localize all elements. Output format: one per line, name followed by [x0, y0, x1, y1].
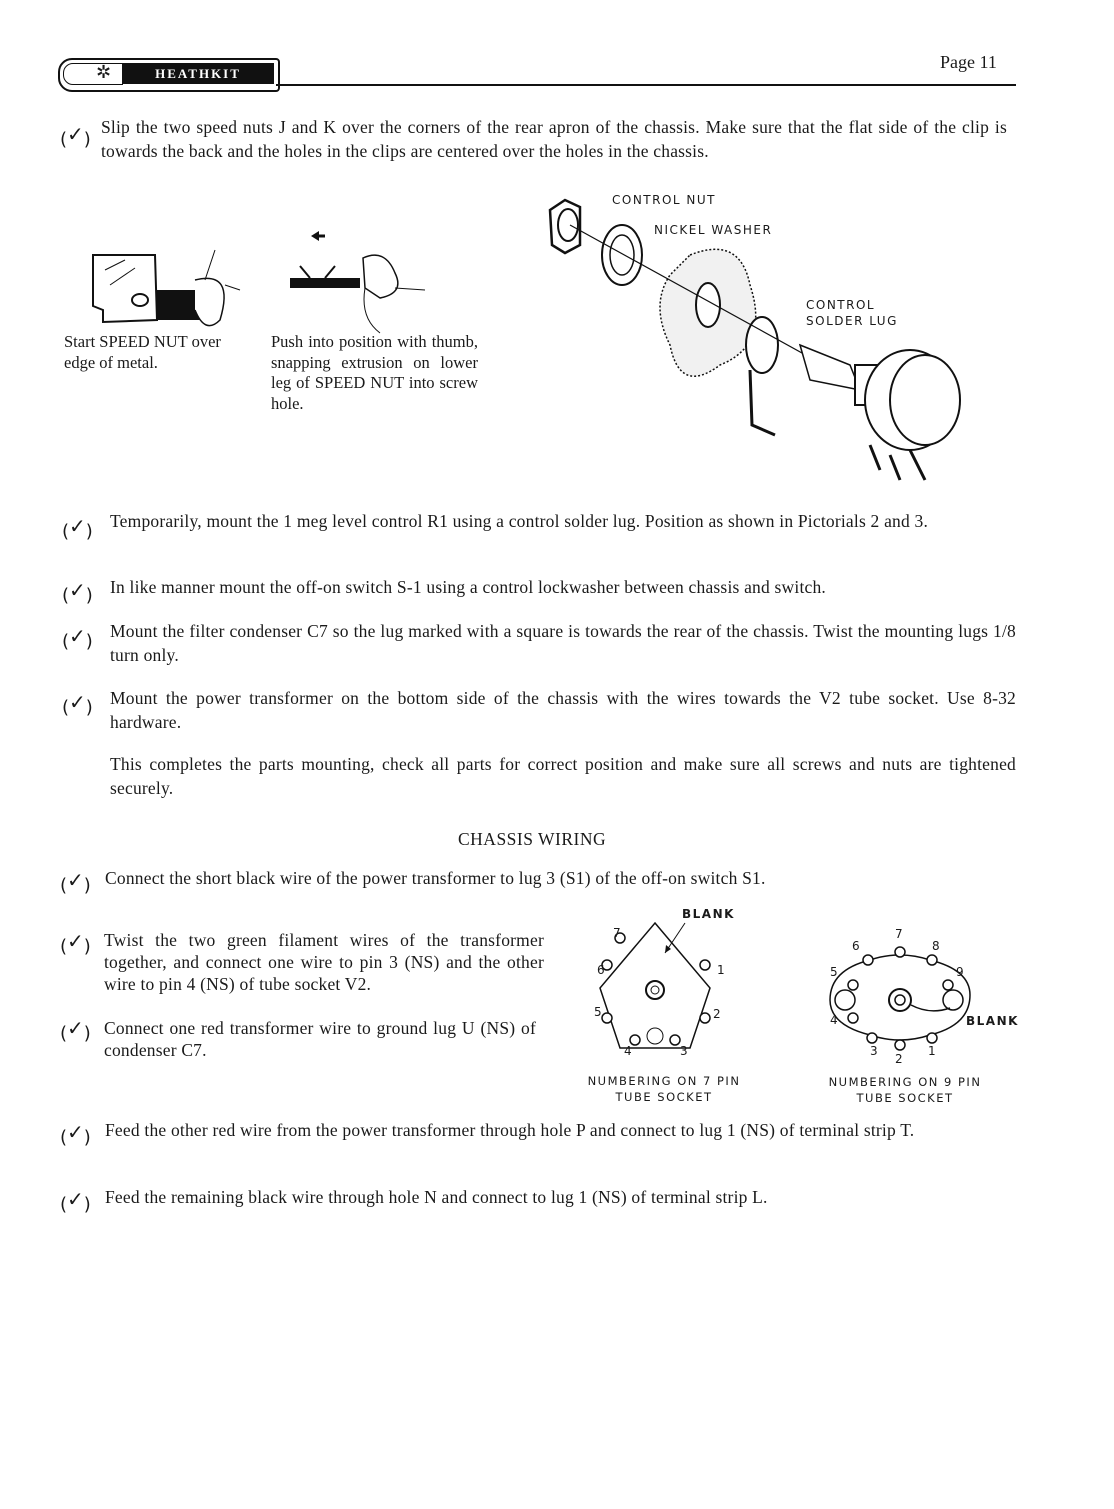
checkbox-wiring-2[interactable]: (✓)	[60, 929, 91, 957]
label-control-solder-lug	[806, 297, 898, 329]
page-number: Page 11	[940, 52, 997, 72]
nine-pin-2: 2	[895, 1052, 905, 1066]
seven-pin-socket-diagram	[580, 918, 730, 1058]
wiring-step-4-text: Feed the other red wire from the power transformer through hole P and connect to lug 1 (NS) of terminal strip T.	[105, 1120, 915, 1140]
label-nickel-washer: NICKEL WASHER	[654, 223, 773, 237]
label-lug-line-2: SOLDER LUG	[806, 314, 898, 328]
logo-text: HEATHKIT	[122, 63, 274, 84]
nine-pin-4: 4	[830, 1013, 840, 1027]
speed-nut-caption-start: Start SPEED NUT over edge of metal.	[64, 332, 221, 372]
seven-pin-1: 1	[717, 963, 727, 977]
nine-pin-socket-diagram	[820, 940, 980, 1050]
wiring-step-1-text: Connect the short black wire of the power transformer to lug 3 (S1) of the off-on switch S1.	[105, 868, 766, 888]
section-heading: CHASSIS WIRING	[458, 829, 607, 849]
seven-pin-caption-line-1: NUMBERING ON 7 PIN	[587, 1074, 741, 1088]
nine-pin-caption-line-1: NUMBERING ON 9 PIN	[828, 1075, 982, 1089]
nine-pin-9: 9	[956, 965, 966, 979]
nine-pin-5: 5	[830, 965, 840, 979]
speed-nut-caption-push: Push into position with thumb, snapping extrusion on lower leg of SPEED NUT into screw hole.	[271, 332, 478, 413]
checkbox-wiring-5[interactable]: (✓)	[60, 1187, 91, 1215]
step-4-text: Mount the filter condenser C7 so the lug marked with a square is towards the rear of the chassis. Twist the mounting lugs 1/8 turn only.	[110, 621, 1016, 665]
seven-pin-2: 2	[713, 1007, 723, 1021]
checkbox-step-4[interactable]: (✓)	[62, 624, 93, 652]
seven-pin-caption-line-2: TUBE SOCKET	[615, 1090, 713, 1104]
step-1-text: Slip the two speed nuts J and K over the corners of the rear apron of the chassis. Make sure that the flat side of the clip is towards the back and the holes in the clips are centered over the holes in the chassis.	[101, 117, 1007, 161]
heathkit-logo	[58, 58, 280, 92]
nine-pin-8: 8	[932, 939, 942, 953]
seven-pin-7: 7	[613, 926, 623, 940]
nine-pin-7: 7	[895, 927, 905, 941]
checkbox-wiring-4[interactable]: (✓)	[60, 1120, 91, 1148]
wiring-step-5-text: Feed the remaining black wire through hole N and connect to lug 1 (NS) of terminal strip L.	[105, 1187, 768, 1207]
checkbox-step-2[interactable]: (✓)	[62, 514, 93, 542]
seven-pin-5: 5	[594, 1005, 604, 1019]
checkbox-step-1[interactable]: (✓)	[60, 122, 91, 150]
wiring-step-3-text: Connect one red transformer wire to ground lug U (NS) of condenser C7.	[104, 1018, 536, 1060]
completion-note: This completes the parts mounting, check all parts for correct position and make sure all screws and nuts are tightened securely.	[110, 754, 1016, 798]
nine-pin-blank-label: BLANK	[966, 1014, 1019, 1028]
checkbox-step-3[interactable]: (✓)	[62, 578, 93, 606]
seven-pin-blank-label: BLANK	[682, 907, 735, 921]
step-2-text: Temporarily, mount the 1 meg level control R1 using a control solder lug. Position as shown in Pictorials 2 and 3.	[110, 511, 929, 531]
seven-pin-6: 6	[597, 963, 607, 977]
checkbox-wiring-1[interactable]: (✓)	[60, 868, 91, 896]
nine-pin-6: 6	[852, 939, 862, 953]
label-control-nut: CONTROL NUT	[612, 193, 717, 207]
atom-icon: ✲	[96, 62, 112, 82]
control-mounting-illustration	[540, 195, 980, 495]
nine-pin-3: 3	[870, 1044, 880, 1058]
speed-nut-start-illustration	[85, 250, 245, 340]
checkbox-wiring-3[interactable]: (✓)	[60, 1016, 91, 1044]
nine-pin-1: 1	[928, 1044, 938, 1058]
checkbox-step-5[interactable]: (✓)	[62, 690, 93, 718]
speed-nut-push-illustration	[285, 228, 435, 338]
seven-pin-4: 4	[624, 1044, 634, 1058]
header-rule	[276, 84, 1016, 86]
step-3-text: In like manner mount the off-on switch S-1 using a control lockwasher between chassis and switch.	[110, 577, 826, 597]
step-5-text: Mount the power transformer on the bottom side of the chassis with the wires towards the V2 tube socket. Use 8-32 hardware.	[110, 688, 1016, 732]
seven-pin-caption	[566, 1073, 762, 1105]
seven-pin-3: 3	[680, 1044, 690, 1058]
nine-pin-caption-line-2: TUBE SOCKET	[856, 1091, 954, 1105]
nine-pin-caption	[806, 1074, 1004, 1106]
label-lug-line-1: CONTROL	[806, 298, 876, 312]
wiring-step-2-text: Twist the two green filament wires of the transformer together, and connect one wire to pin 3 (NS) and the other wire to pin 4 (NS) of tube socket V2.	[104, 930, 544, 994]
